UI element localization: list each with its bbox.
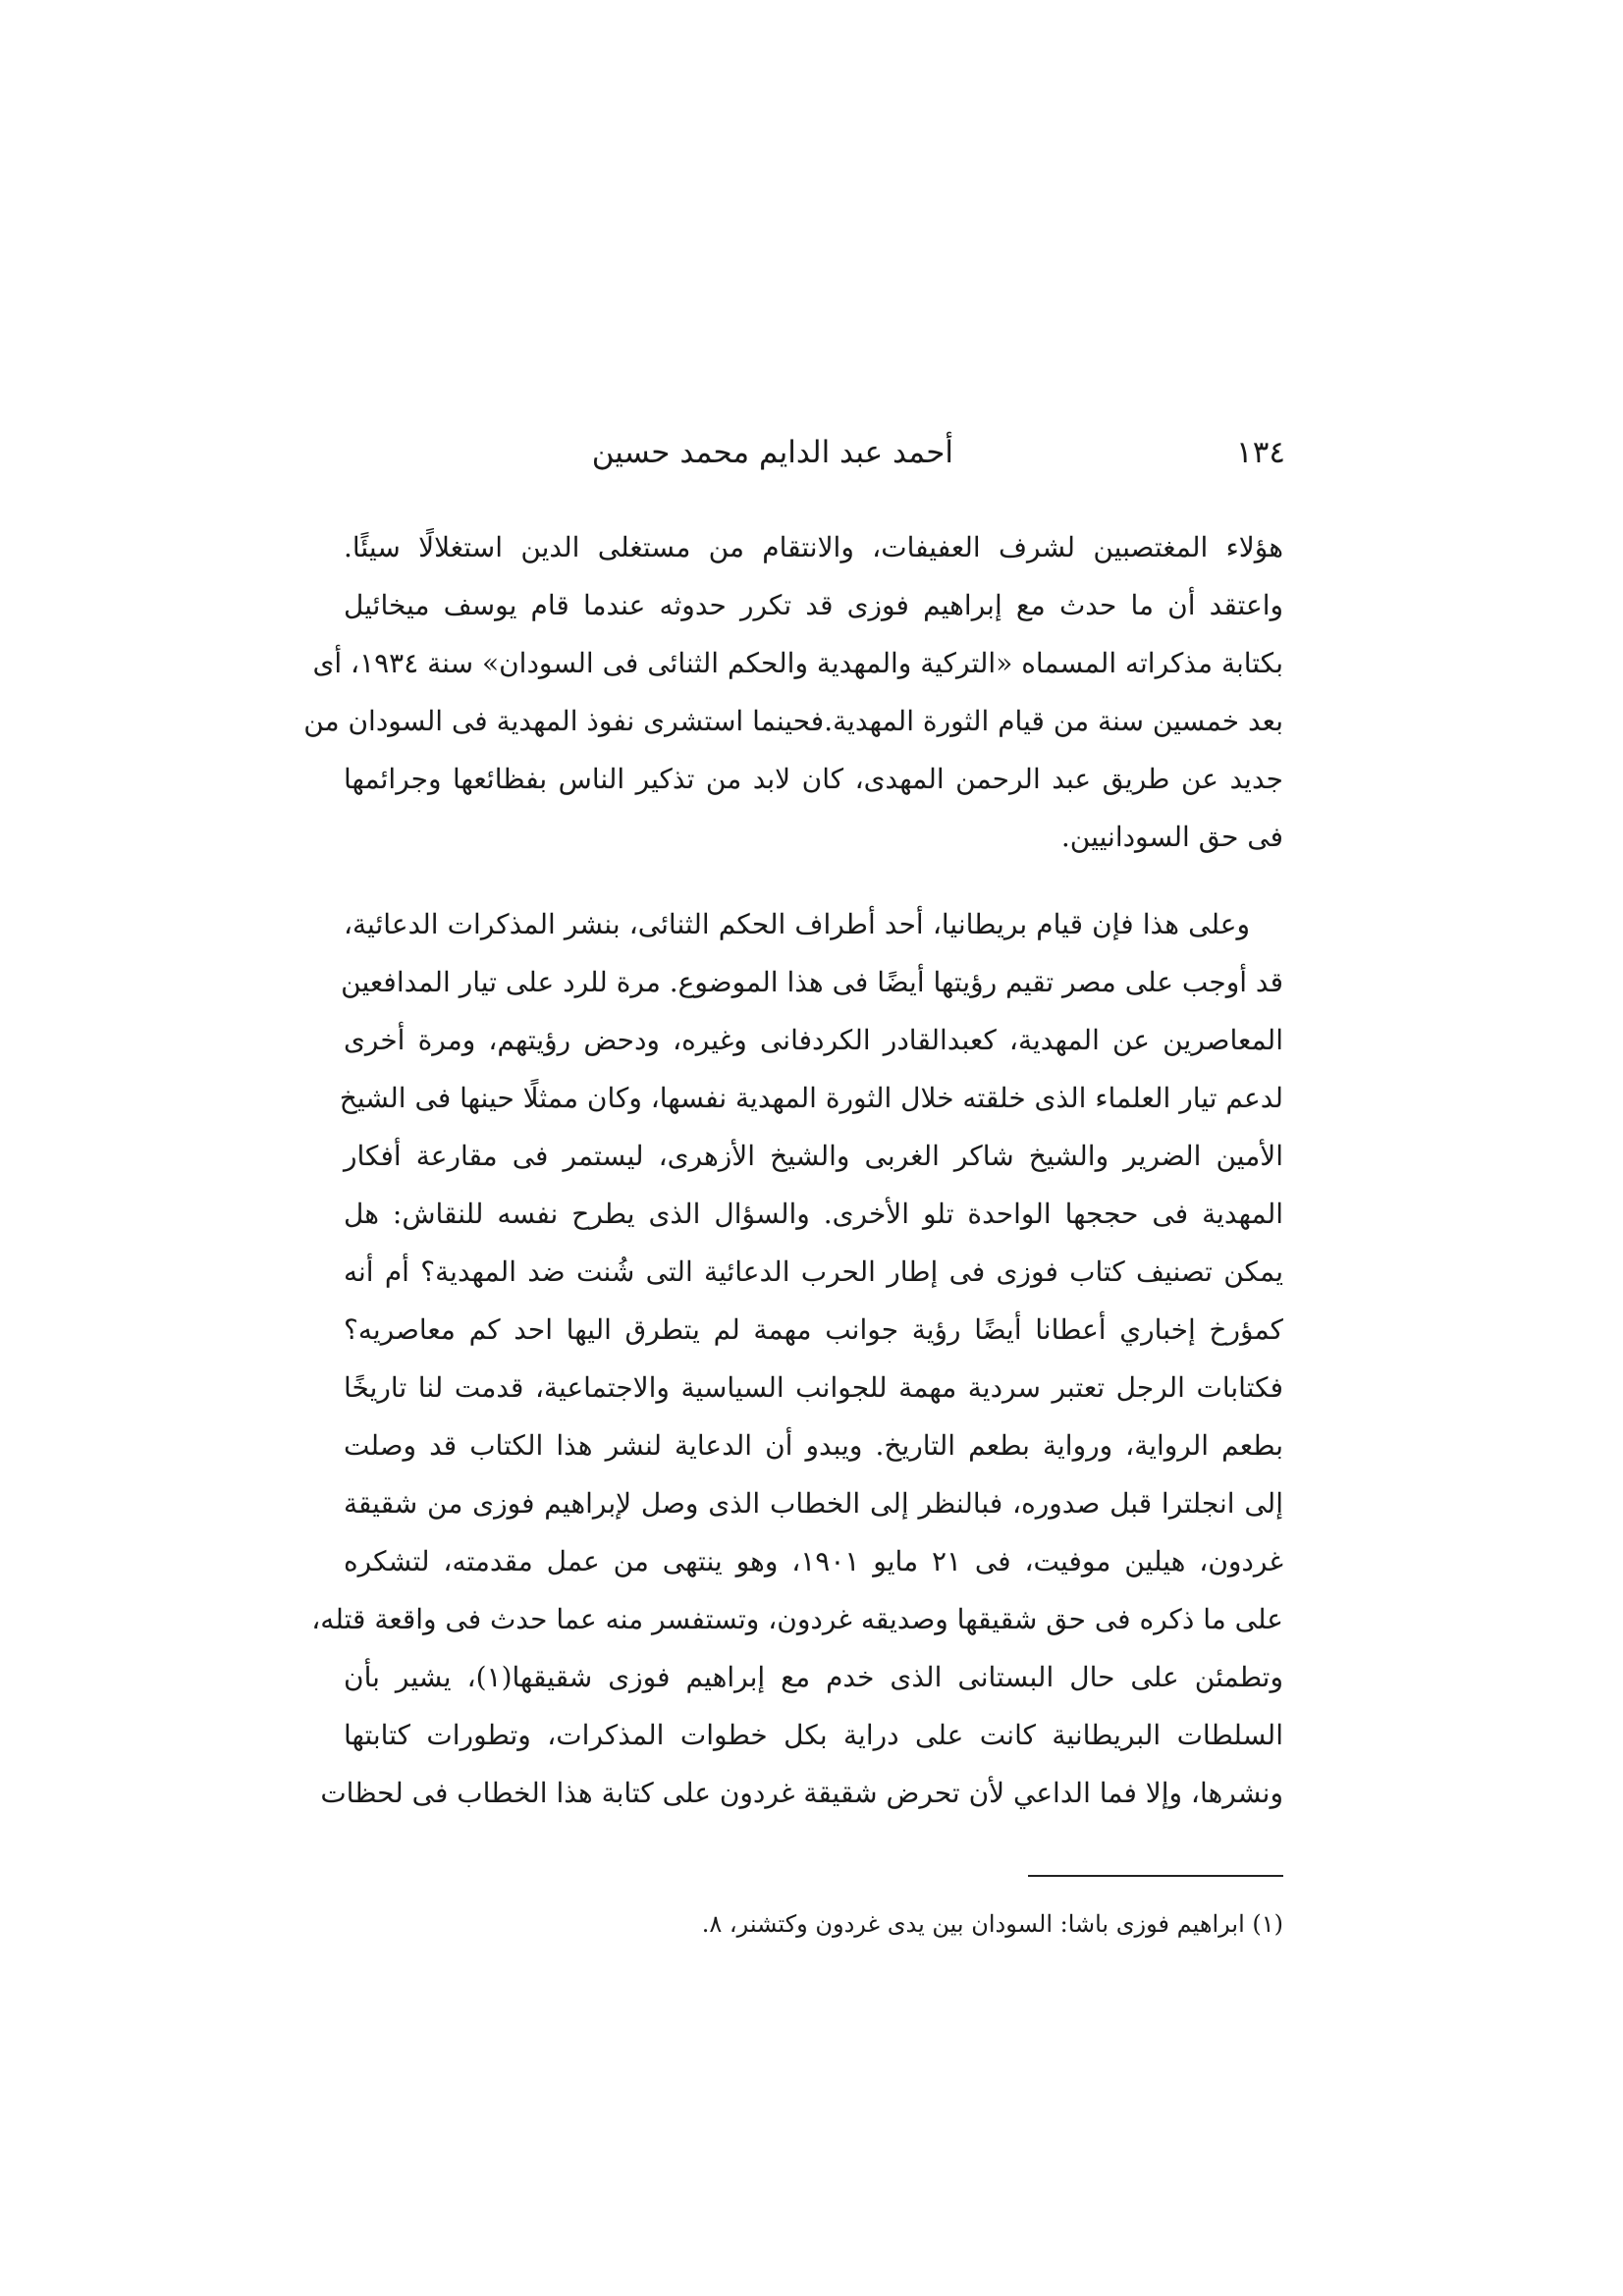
- text-line: واعتقد أن ما حدث مع إبراهيم فوزى قد تكرر حدوثه عندما قام يوسف ميخائيل: [344, 589, 1283, 621]
- text-line: كمؤرخ إخباري أعطانا أيضًا رؤية جوانب مهمة لم يتطرق اليها احد كم معاصريه؟: [344, 1313, 1283, 1346]
- text-line: المعاصرين عن المهدية، كعبدالقادر الكردفانى وغيره، ودحض رؤيتهم، ومرة أخرى: [344, 1024, 1283, 1056]
- text-line: يمكن تصنيف كتاب فوزى فى إطار الحرب الدعائية التى شُنت ضد المهدية؟ أم أنه: [344, 1255, 1283, 1288]
- body-text: [0, 518, 1623, 1822]
- paragraph-1: [0, 518, 1623, 866]
- text-line: الأمين الضرير والشيخ شاكر الغربى والشيخ الأزهرى، ليستمر فى مقارعة أفكار: [344, 1140, 1283, 1172]
- text-line: غردون، هيلين موفيت، فى ٢١ مايو ١٩٠١، وهو ينتهى من عمل مقدمته، لتشكره: [344, 1545, 1283, 1577]
- text-line: فكتابات الرجل تعتبر سردية مهمة للجوانب السياسية والاجتماعية، قدمت لنا تاريخًا: [344, 1371, 1283, 1404]
- footnote: (١) ابراهيم فوزى باشا: السودان بين يدى غردون وكتشنر، ٨.: [701, 1910, 1283, 1938]
- text-line: إلى انجلترا قبل صدوره، فبالنظر إلى الخطاب الذى وصل لإبراهيم فوزى من شقيقة: [344, 1487, 1283, 1520]
- text-line: جديد عن طريق عبد الرحمن المهدى، كان لابد من تذكير الناس بفظائعها وجرائمها: [344, 763, 1283, 795]
- text-line: بعد خمسين سنة من قيام الثورة المهدية.فحينما استشرى نفوذ المهدية فى السودان من: [303, 705, 1283, 737]
- text-line: السلطات البريطانية كانت على دراية بكل خطوات المذكرات، وتطورات كتابتها: [344, 1719, 1283, 1751]
- text-line: قد أوجب على مصر تقيم رؤيتها أيضًا فى هذا الموضوع. مرة للرد على تيار المدافعين: [341, 966, 1283, 998]
- footnote-divider: [1028, 1875, 1283, 1877]
- text-line: فى حق السودانيين.: [1060, 821, 1283, 853]
- running-header-author: أحمد عبد الدايم محمد حسين: [591, 435, 953, 470]
- text-line: على ما ذكره فى حق شقيقها وصديقه غردون، وتستفسر منه عما حدث فى واقعة قتله،: [311, 1603, 1283, 1635]
- page-header: [0, 428, 1623, 477]
- text-line: بكتابة مذكراته المسماه «التركية والمهدية والحكم الثنائى فى السودان» سنة ١٩٣٤، أى: [312, 647, 1283, 679]
- text-line: وعلى هذا فإن قيام بريطانيا، أحد أطراف الحكم الثنائى، بنشر المذكرات الدعائية،: [344, 908, 1250, 940]
- text-line: المهدية فى حججها الواحدة تلو الأخرى. والسؤال الذى يطرح نفسه للنقاش: هل: [344, 1198, 1283, 1230]
- text-line: لدعم تيار العلماء الذى خلقته خلال الثورة المهدية نفسها، وكان ممثلًا حينها فى الشيخ: [339, 1082, 1283, 1114]
- page-number: ١٣٤: [1236, 435, 1285, 470]
- text-line: بطعم الرواية، ورواية بطعم التاريخ. ويبدو أن الدعاية لنشر هذا الكتاب قد وصلت: [344, 1429, 1283, 1462]
- text-line: وتطمئن على حال البستانى الذى خدم مع إبراهيم فوزى شقيقها(١)، يشير بأن: [344, 1661, 1283, 1693]
- paragraph-2: [0, 895, 1623, 1822]
- text-line: ونشرها، وإلا فما الداعي لأن تحرض شقيقة غردون على كتابة هذا الخطاب فى لحظات: [320, 1777, 1283, 1809]
- text-line: هؤلاء المغتصبين لشرف العفيفات، والانتقام من مستغلى الدين استغلالًا سيئًا.: [344, 531, 1283, 563]
